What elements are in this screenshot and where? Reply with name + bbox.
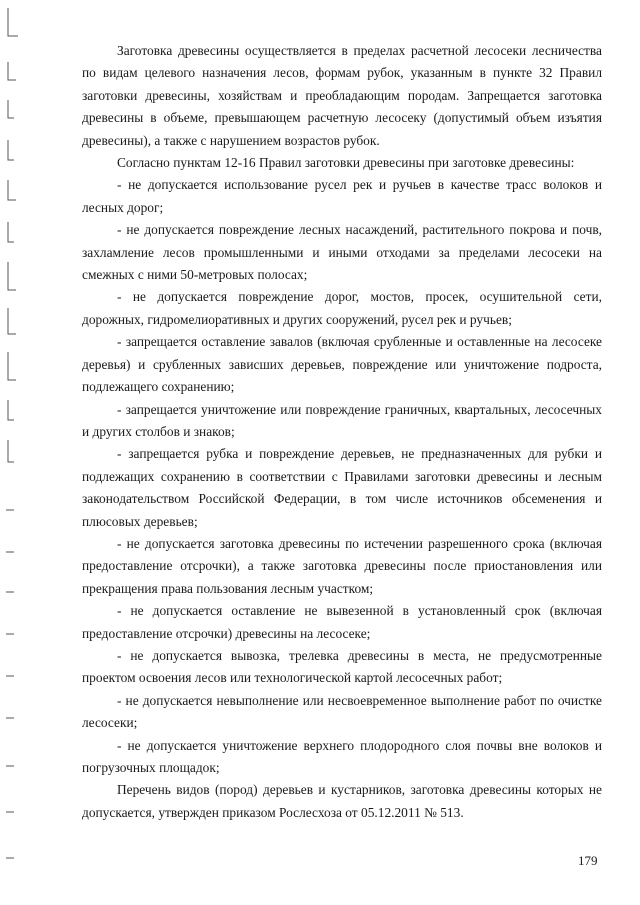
list-item: - не допускается оставление не вывезенной в установленный срок (включая предоставление отсрочки) древесины на лесосеке; (82, 603, 602, 641)
page-number: 179 (578, 853, 598, 868)
list-item: - не допускается невыполнение или несвоевременное выполнение работ по очистке лесосеки; (82, 692, 602, 731)
list-item: - не допускается использование русел рек и ручьев в качестве трасс волоков и лесных дорог; (82, 177, 602, 215)
binding-margin-marks (0, 0, 40, 905)
list-item: - не допускается вывозка, трелевка древесины в места, не предусмотренные проектом освоения лесов или технологической картой лесосечных работ; (82, 647, 602, 686)
list-item: - не допускается повреждение дорог, мостов, просек, осушительной сети, дорожных, гидромелиоративных и других сооружений, русел рек и ручьев; (82, 289, 602, 327)
list-item: - запрещается оставление завалов (включая срубленные и оставленные на лесосеке деревья) и срубленных зависших деревьев, повреждение или уничтожение подроста, подлежащего сохранению; (82, 334, 602, 395)
list-item: - не допускается заготовка древесины по истечении разрешенного срока (включая предоставление отсрочки), а также заготовка древесины после приостановления или прекращения права пользования лесным участком; (82, 535, 602, 596)
list-item: - запрещается уничтожение или повреждение граничных, квартальных, лесосечных и других столбов и знаков; (82, 401, 602, 439)
list-item: - не допускается уничтожение верхнего плодородного слоя почвы вне волоков и погрузочных площадок; (82, 737, 602, 775)
paragraph-closing: Перечень видов (пород) деревьев и кустарников, заготовка древесины которых не допускается, утвержден приказом Рослесхоза от 05.12.2011 № 513. (82, 782, 602, 820)
paragraph-rules-header: Согласно пунктам 12-16 Правил заготовки древесины при заготовке древесины: (117, 155, 575, 171)
paragraph-intro: Заготовка древесины осуществляется в пределах расчетной лесосеки лесничества по видам целевого назначения лесов, формам рубок, указанным в пункте 32 Правил заготовки древесины, хозяйствам и преобладающим породам. Запрещается заготовка древесины в объеме, превышающем расчетную лесосеку (допустимый объем изъятия древесины), а также с нарушением возрастов рубок. (82, 43, 602, 148)
list-item: - запрещается рубка и повреждение деревьев, не предназначенных для рубки и подлежащих сохранению в соответствии с Правилами заготовки древесины и лесным законодательством Российской Федерации, в том числе источников обсеменения и плюсовых деревьев; (82, 446, 602, 529)
document-body (82, 40, 602, 824)
list-item: - не допускается повреждение лесных насаждений, растительного покрова и почв, захламление лесов промышленными и иными отходами за пределами лесосеки на смежных с ними 50-метровых полосах; (82, 222, 602, 283)
